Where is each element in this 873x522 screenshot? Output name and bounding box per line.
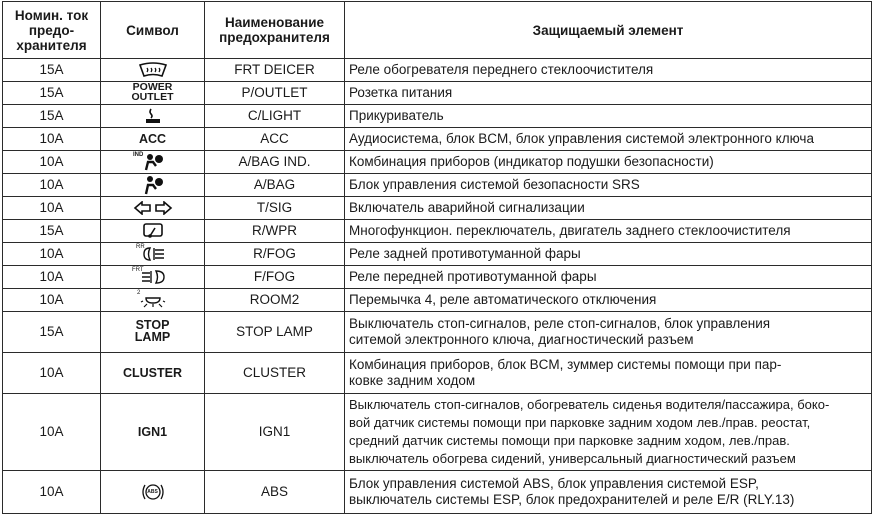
cell-protected: Розетка питания bbox=[345, 82, 872, 105]
symbol-label: CLUSTER bbox=[122, 366, 183, 380]
text-line: выключатель обогрева сидений, универсальный диагностический разъем bbox=[349, 451, 796, 466]
cell-symbol bbox=[101, 266, 205, 289]
cell-symbol bbox=[101, 312, 205, 353]
cell-current: 15A bbox=[3, 82, 101, 105]
cell-protected: Перемычка 4, реле автоматического отключения bbox=[345, 289, 872, 312]
cell-name: CLUSTER bbox=[205, 353, 345, 394]
abs-icon bbox=[141, 482, 165, 502]
cell-symbol bbox=[101, 105, 205, 128]
symbol-label: POWER OUTLET bbox=[131, 81, 174, 103]
front-deicer-icon bbox=[138, 62, 168, 78]
cell-current: 10A bbox=[3, 289, 101, 312]
cell-name: T/SIG bbox=[205, 197, 345, 220]
cell-name: STOP LAMP bbox=[205, 312, 345, 353]
header-protected: Защищаемый элемент bbox=[345, 2, 872, 59]
cell-protected: Блок управления системой безопасности SRS bbox=[345, 174, 872, 197]
cell-protected: Аудиосистема, блок BCM, блок управления системой электронного ключа bbox=[345, 128, 872, 151]
cell-name: FRT DEICER bbox=[205, 59, 345, 82]
cell-current: 15A bbox=[3, 312, 101, 353]
text-line: Выключатель стоп-сигналов, обогреватель сиденья водителя/пассажира, боко- bbox=[349, 397, 830, 412]
cell-current: 10A bbox=[3, 174, 101, 197]
cell-symbol bbox=[101, 82, 205, 105]
cell-name: IGN1 bbox=[205, 394, 345, 471]
text-line: средний датчик системы помощи при парковке задним ходом, лев./прав. bbox=[349, 433, 790, 448]
abs-icon-label: ABS bbox=[147, 489, 158, 495]
text-line: ковке задним ходом bbox=[349, 373, 476, 388]
cell-name: ABS bbox=[205, 471, 345, 514]
cell-protected bbox=[345, 312, 872, 353]
text-line: Блок управления системой ABS, блок управления системой ESP, bbox=[349, 476, 759, 491]
header-name: Наименование предохранителя bbox=[205, 2, 345, 59]
symbol-label: IND bbox=[133, 152, 144, 158]
airbag-indicator-icon bbox=[142, 153, 164, 171]
cell-protected: Прикуриватель bbox=[345, 105, 872, 128]
cell-protected bbox=[345, 394, 872, 471]
cell-name: C/LIGHT bbox=[205, 105, 345, 128]
cell-symbol bbox=[101, 243, 205, 266]
text-line: выключатель системы ESP, блок предохранителей и реле E/R (RLY.13) bbox=[349, 492, 795, 507]
table-row bbox=[3, 266, 872, 289]
cell-symbol bbox=[101, 197, 205, 220]
table-row bbox=[3, 82, 872, 105]
header-row bbox=[3, 2, 872, 59]
rear-wiper-icon bbox=[142, 222, 164, 240]
cell-name: F/FOG bbox=[205, 266, 345, 289]
cell-symbol bbox=[101, 174, 205, 197]
cell-symbol bbox=[101, 471, 205, 514]
symbol-label: STOP LAMP bbox=[134, 318, 171, 344]
cell-protected: Включатель аварийной сигнализации bbox=[345, 197, 872, 220]
cell-name: R/FOG bbox=[205, 243, 345, 266]
table-row bbox=[3, 394, 872, 471]
table-row bbox=[3, 471, 872, 514]
cell-current: 15A bbox=[3, 220, 101, 243]
symbol-label: FRT bbox=[132, 267, 144, 273]
table-row bbox=[3, 353, 872, 394]
cell-symbol bbox=[101, 394, 205, 471]
cell-current: 15A bbox=[3, 59, 101, 82]
turn-signal-icon bbox=[133, 201, 173, 215]
cell-symbol bbox=[101, 151, 205, 174]
cell-symbol bbox=[101, 128, 205, 151]
table-row bbox=[3, 220, 872, 243]
cell-protected bbox=[345, 353, 872, 394]
cell-protected: Реле обогревателя переднего стеклоочистителя bbox=[345, 59, 872, 82]
text-line: ситемой электронного ключа, диагностический разъем bbox=[349, 332, 694, 347]
cell-symbol bbox=[101, 289, 205, 312]
airbag-icon bbox=[142, 175, 164, 195]
text-line: вой датчик системы помощи при парковке задним ходом лев./прав. реостат, bbox=[349, 415, 811, 430]
room-lamp-icon bbox=[140, 292, 166, 308]
header-symbol: Символ bbox=[101, 2, 205, 59]
text-line: Комбинация приборов, блок BCM, зуммер системы помощи при пар- bbox=[349, 357, 782, 372]
cell-current: 15A bbox=[3, 105, 101, 128]
table-row bbox=[3, 105, 872, 128]
cell-current: 10A bbox=[3, 128, 101, 151]
symbol-label: IGN1 bbox=[137, 425, 168, 439]
cell-name: R/WPR bbox=[205, 220, 345, 243]
cell-protected: Многофункцион. переключатель, двигатель заднего стеклоочистителя bbox=[345, 220, 872, 243]
table-row bbox=[3, 243, 872, 266]
cell-protected bbox=[345, 471, 872, 514]
cell-current: 10A bbox=[3, 394, 101, 471]
cigar-lighter-icon bbox=[144, 107, 162, 125]
cell-current: 10A bbox=[3, 151, 101, 174]
cell-name: ACC bbox=[205, 128, 345, 151]
cell-protected: Реле передней противотуманной фары bbox=[345, 266, 872, 289]
table-row bbox=[3, 59, 872, 82]
table-row bbox=[3, 151, 872, 174]
cell-name: A/BAG bbox=[205, 174, 345, 197]
header-current: Номин. ток предо-хранителя bbox=[3, 2, 101, 59]
table-row bbox=[3, 312, 872, 353]
table-row bbox=[3, 174, 872, 197]
cell-current: 10A bbox=[3, 197, 101, 220]
cell-current: 10A bbox=[3, 471, 101, 514]
cell-protected: Реле задней противотуманной фары bbox=[345, 243, 872, 266]
table-row bbox=[3, 128, 872, 151]
cell-name: ROOM2 bbox=[205, 289, 345, 312]
cell-current: 10A bbox=[3, 353, 101, 394]
symbol-label: ACC bbox=[138, 132, 167, 146]
cell-current: 10A bbox=[3, 243, 101, 266]
table-row bbox=[3, 197, 872, 220]
symbol-label: 2 bbox=[137, 290, 141, 296]
cell-protected: Комбинация приборов (индикатор подушки безопасности) bbox=[345, 151, 872, 174]
cell-symbol bbox=[101, 353, 205, 394]
cell-name: A/BAG IND. bbox=[205, 151, 345, 174]
cell-symbol bbox=[101, 220, 205, 243]
cell-current: 10A bbox=[3, 266, 101, 289]
cell-name: P/OUTLET bbox=[205, 82, 345, 105]
fuse-table bbox=[2, 1, 872, 514]
table-row bbox=[3, 289, 872, 312]
text-line: Выключатель стоп-сигналов, реле стоп-сигналов, блок управления bbox=[349, 316, 771, 331]
cell-symbol bbox=[101, 59, 205, 82]
symbol-label: RR bbox=[136, 244, 145, 250]
